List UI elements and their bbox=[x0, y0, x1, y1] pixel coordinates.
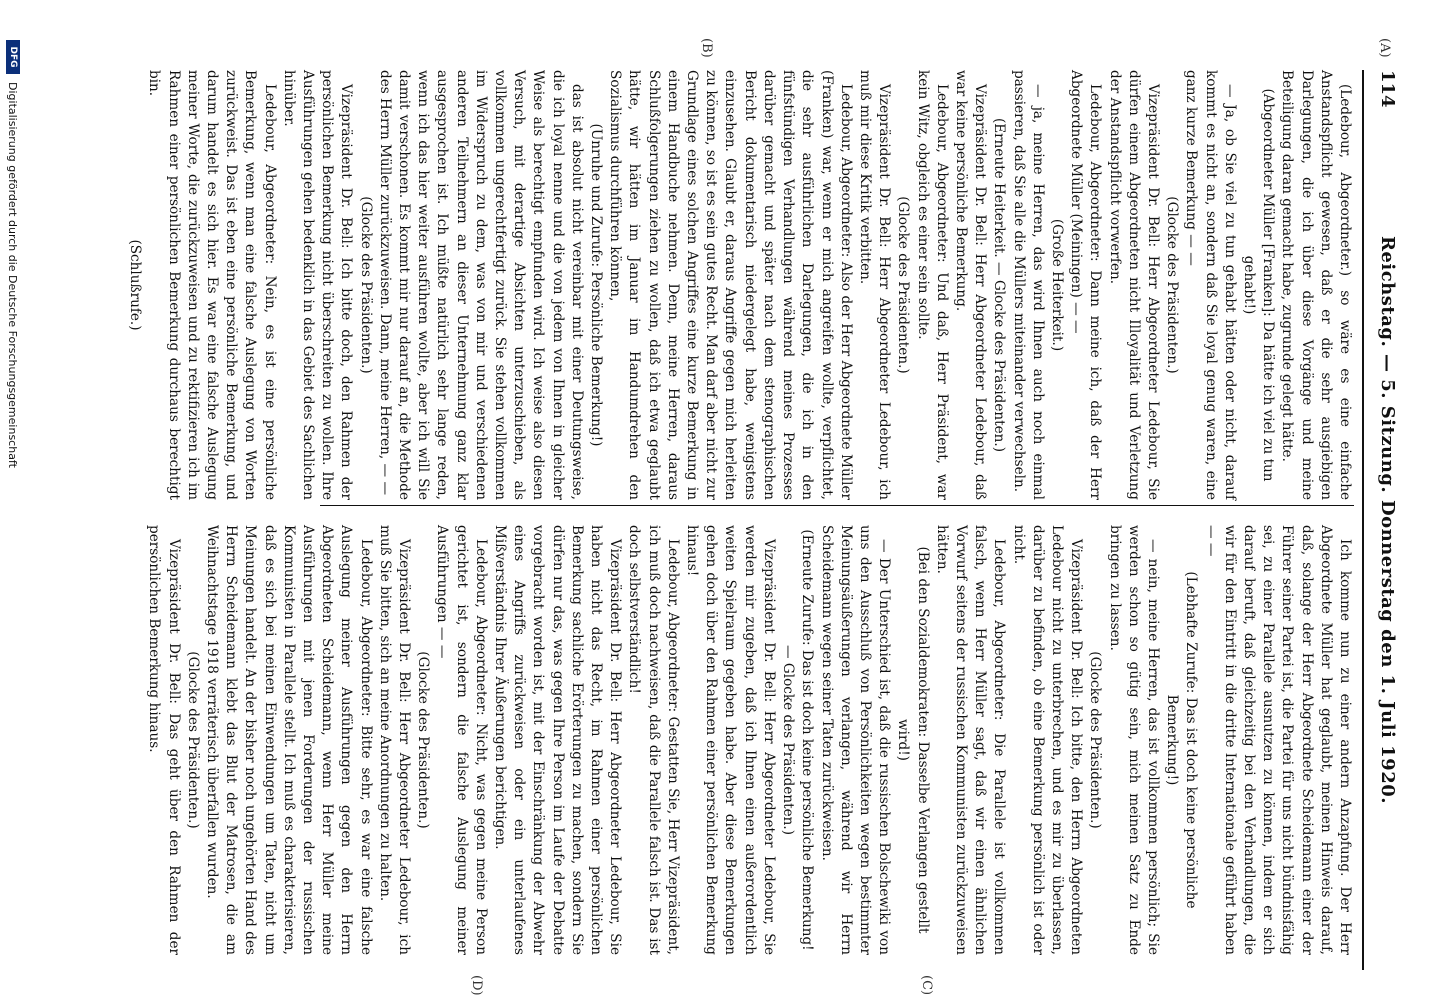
margin-marker-c: (C) bbox=[919, 975, 934, 996]
paragraph: Vizepräsident Dr. Bell: Herr Abgeordneter Ledebour, Sie haben nicht das Recht, im Rahmen einer persönlichen Bemerkung sachliche Erörterungen zu machen, sondern Sie dürfen nur das, was gegen Ihre Person im Laufe der Debatte vorgebracht worden ist, mit der Einschränkung der Abwehr eines Angriffs zurückweisen oder ein unterlaufenes Mißverständnis Ihrer Äußerungen berichtigen. bbox=[492, 525, 624, 955]
interjection: (Glocke des Präsidenten.) bbox=[895, 196, 912, 374]
page-title: Reichstag. — 5. Sitzung. Donnerstag den 1. Juli 1920. bbox=[1377, 235, 1398, 805]
paragraph: — Ja, ob Sie viel zu tun gehabt hätten oder nicht, darauf kommt es nicht an, sondern daß Sie loyal genug waren, eine ganz kurze Bemerkung — — bbox=[1183, 70, 1238, 500]
interjection: (Bei den Sozialdemokraten: Dasselbe Verlangen gestellt wird!) bbox=[895, 546, 931, 934]
paragraph: Vizepräsident Dr. Bell: Ich bitte, den Herrn Abgeordneten Ledebour nicht zu unterbrechen, und es mir zu überlassen, darüber zu befinden, ob eine Bemerkung persönlich ist oder nicht. bbox=[1010, 525, 1085, 955]
interjection: (Schlußrufe.) bbox=[127, 239, 144, 331]
paragraph: Ledebour, Abgeordneter: Nicht, was gegen meine Person gerichtet ist, sondern die falsche Auslegung meiner Ausführungen — — bbox=[434, 525, 489, 955]
paragraph: — Der Unterschied ist, daß die russischen Bolschewiki von uns den Ausschluß von Persönlichkeiten wegen bestimmter Meinungsäußerungen verlangen, während wir Herrn Scheidemann wegen seiner Taten zurückweisen. bbox=[818, 525, 893, 955]
margin-marker-a: (A) bbox=[1377, 38, 1392, 58]
paragraph: Vizepräsident Dr. Bell: Das geht über den Rahmen der persönlichen Bemerkung hinaus. bbox=[146, 525, 182, 955]
paragraph: — ja, meine Herren, das wird Ihnen auch noch einmal passieren, daß Sie alle die Müllers miteinander verwechseln. bbox=[1010, 70, 1046, 500]
interjection: (Unruhe und Zurufe: Persönliche Bemerkung!) bbox=[588, 123, 605, 447]
column-divider bbox=[320, 505, 1354, 506]
paragraph: Vizepräsident Dr. Bell: Ich bitte doch, den Rahmen der persönlichen Bemerkung nicht überschreiten zu wollen. Ihre Ausführungen gehen bedenklich in das Gebiet des Sachlichen hinüber. bbox=[280, 70, 355, 500]
paragraph: Ich komme nun zu einer andern Anzapfung. Der Herr Abgeordnete Müller hat geglaubt, meinen Hinweis darauf, daß, solange der Herr Abgeordnete Scheidemann einer der Führer seiner Partei ist, die Partei für uns nicht bündnisfähig sei, zu einer Parallele ausnutzen zu können, indem er sich darauf beruft, daß gleichzeitig bei den Verhandlungen, die wir für den Eintritt in die dritte Internationale geführt haben — — bbox=[1202, 525, 1353, 955]
paragraph: Ledebour, Abgeordneter: Nein, es ist eine persönliche Bemerkung, wenn man eine falsche Auslegung von Worten zurückweist. Das ist eben eine persönliche Bemerkung, und darum handelt es sich hier. Es war eine falsche Auslegung meiner Worte, die zurückzuweisen und zu rektifizieren ich im Rahmen einer persönlichen Bemerkung durchaus berechtigt bin. bbox=[146, 70, 278, 500]
paragraph: Vizepräsident Dr. Bell: Herr Abgeordneter Ledebour, ich muß mir diese Kritik verbitten. bbox=[856, 70, 893, 500]
interjection: (Glocke des Präsidenten.) bbox=[184, 651, 201, 829]
text-column-left bbox=[127, 70, 1354, 500]
paragraph: Vizepräsident Dr. Bell: Herr Abgeordneter Ledebour, daß war keine persönliche Bemerkung. bbox=[952, 70, 989, 500]
interjection: (Lebhafte Zurufe: Das ist doch keine persönliche Bemerkung!) bbox=[1164, 571, 1200, 909]
paragraph: Ledebour, Abgeordneter: Bitte sehr, es war eine falsche Auslegung meiner Ausführungen gegen den Herrn Abgeordneten Scheidemann, wenn Herr Müller meine Ausführungen mit jenen Forderungen der russischen Kommunisten in Parallele stellt. Ich muß es charakterisieren, daß es sich bei meinen Einwendungen um Taten, nicht um Meinungen handelt. An der bisher noch ungehörten Hand des Herrn Scheidemann klebt das Blut der Matrosen, die am Weihnachtstage 1918 verräterisch überfallen wurden. bbox=[204, 525, 374, 955]
paragraph: — nein, meine Herren, das ist vollkommen persönlich; Sie werden schon so gütig sein, mich meinen Satz zu Ende bringen zu lassen. bbox=[1106, 525, 1161, 955]
interjection: (Glocke des Präsidenten.) bbox=[1164, 196, 1181, 374]
digitization-footer bbox=[0, 0, 26, 1000]
interjection: (Erneute Heiterkeit. — Glocke des Präsidenten.) bbox=[991, 117, 1008, 453]
paragraph: Vizepräsident Dr. Bell: Herr Abgeordneter Ledebour, ich muß Sie bitten, sich an meine Anordnungen zu halten. bbox=[376, 525, 413, 955]
text-column-right bbox=[146, 525, 1354, 955]
digitization-credit: Digitalisierung gefördert durch die Deutsche Forschungsgemeinschaft bbox=[6, 82, 20, 468]
paragraph: Ledebour, Abgeordneter: Die Parallele ist vollkommen falsch, wenn Herr Müller sagt, daß wir einen ähnlichen Vorwurf seitens der russischen Kommunisten zurückzuweisen hätten. bbox=[933, 525, 1008, 955]
margin-marker-b: (B) bbox=[699, 38, 714, 58]
margin-marker-d: (D) bbox=[469, 975, 484, 996]
paragraph: das ist absolut nicht vereinbar mit einer Deutungsweise, die ich loyal nenne und die von jedem von Ihnen in gleicher Weise als berechtigt empfunden wird. Ich weise also diesen Versuch, mit derartige Absichten unterzuschieben, als vollkommen ungerechtfertigt zurück. Sie stehen vollkommen im Widerspruch zu dem, was von mir und verschiedenen anderen Teilnehmern an dieser Unternehmung ganz klar ausgesprochen ist. Ich müßte natürlich sehr lange reden, wenn ich das hier weiter ausführen wollte, aber ich will Sie damit verschonen. Es kommt mir nur darauf an, die Methode des Herrn Müller zurückzuweisen. Dann, meine Herren, — — bbox=[376, 70, 585, 500]
dfg-logo: DFG bbox=[6, 40, 20, 74]
interjection: (Abgeordneter Müller [Franken]: Da hätte ich viel zu tun gehabt!) bbox=[1240, 88, 1277, 482]
page-header bbox=[1362, 70, 1404, 970]
paragraph: Vizepräsident Dr. Bell: Herr Abgeordneter Ledebour, Sie werden mir zugeben, daß ich Ihnen einen außerordentlich weiten Spielraum gegeben habe. Aber diese Bemerkungen gehen doch über den Rahmen einer persönlichen Bemerkung hinaus! bbox=[684, 525, 777, 955]
paragraph: Vizepräsident Dr. Bell: Herr Abgeordneter Ledebour, Sie dürfen einem Abgeordneten nicht Illoyalität und Verletzung der Anstandspflicht vorwerfen. bbox=[1106, 70, 1161, 500]
interjection: (Glocke des Präsidenten.) bbox=[1087, 651, 1104, 829]
paragraph: Ledebour, Abgeordneter: Also der Herr Abgeordnete Müller (Franken) war, wenn er mich angreifen wollte, verpflichtet, die sehr ausführlichen Darlegungen, die ich in den fünfstündigen Verhandlungen während meines Prozesses darüber gemacht und später nach dem stenographischen Bericht dokumentarisch niedergelegt habe, wenigstens einzusehen. Glaubt er, daraus Angriffe gegen mich herleiten zu können, so ist es sein gutes Recht. Man darf aber nicht zur Grundlage eines solchen Angriffes eine kurze Bemerkung in einem Handbuche nehmen. Denn, meine Herren, daraus Schlußfolgerungen ziehen zu wollen, daß ich etwa geglaubt hätte, wir hätten im Januar im Handumdrehen den Sozialismus durchführen können, bbox=[607, 70, 854, 500]
paragraph: Ledebour, Abgeordneter: Und daß, Herr Präsident, war kein Witz, obgleich es einer sein sollte. bbox=[914, 70, 950, 500]
page-number: 114 bbox=[1377, 70, 1398, 108]
interjection: (Große Heiterkeit.) bbox=[1048, 218, 1065, 352]
interjection: (Glocke des Präsidenten.) bbox=[415, 651, 432, 829]
paragraph: Ledebour, Abgeordneter: Dann meine ich, daß der Herr Abgeordnete Müller (Meiningen) — — bbox=[1068, 70, 1104, 500]
paragraph: Ledebour, Abgeordneter: Gestatten Sie, Herr Vizepräsident, ich muß doch nachweisen, daß die Parallele falsch ist. Das ist doch selbstverständlich! bbox=[626, 525, 681, 955]
paragraph: (Ledebour, Abgeordneter.) so wäre es eine einfache Anstandspflicht gewesen, daß er die sehr ausgiebigen Darlegungen, die ich über diese Vorgänge und meine Beteiligung daran gemacht habe, zugrunde gelegt hätte. bbox=[1279, 70, 1353, 500]
interjection: (Glocke des Präsidenten.) bbox=[357, 196, 374, 374]
interjection: (Erneute Zurufe: Das ist doch keine persönliche Bemerkung! — Glocke des Präsidenten.) bbox=[780, 529, 816, 951]
